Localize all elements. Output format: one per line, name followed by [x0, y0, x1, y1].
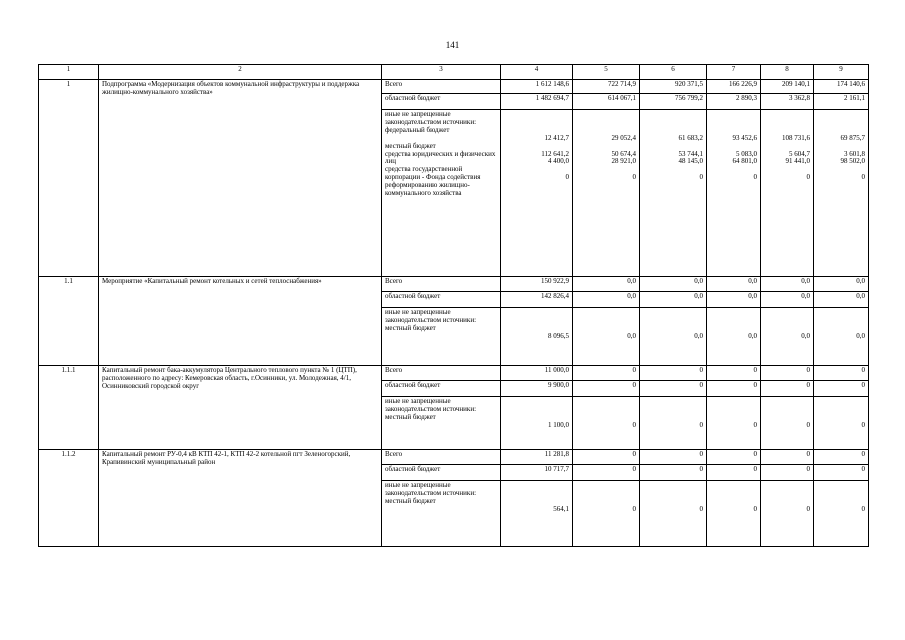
value-cell: 0,0	[761, 308, 814, 366]
value-cell: 9 900,0	[501, 381, 573, 397]
value-cell: 0	[814, 366, 869, 381]
row-name: Капитальный ремонт бака-аккумулятора Центрального теплового пункта № 1 (ЦТП), расположенного по адресу: Кемеровская область, г.Осинники, ул. Молодежная, 4/1, Осинниковский городской округ	[99, 366, 382, 450]
value-cell: 150 922,9	[501, 277, 573, 292]
value-cell: 0,0	[640, 308, 707, 366]
value-cell: 0	[761, 381, 814, 397]
header-cell: 4	[501, 65, 573, 80]
value-cell: 3 362,8	[761, 94, 814, 110]
source-other-label: иные не запрещенные законодательством источники: местный бюджет	[382, 481, 501, 547]
value-cell: 0	[640, 481, 707, 547]
value-cell: 0,0	[707, 308, 761, 366]
value-cell: 0	[707, 465, 761, 481]
row-name: Подпрограмма «Модернизация объектов коммунальной инфраструктуры и поддержка жилищно-коммунального хозяйства»	[99, 80, 382, 277]
value-cell: 0	[707, 381, 761, 397]
source-total-label: Всего	[382, 277, 501, 292]
header-cell: 7	[707, 65, 761, 80]
value-cell: 614 067,1	[573, 94, 640, 110]
header-cell: 1	[39, 65, 99, 80]
source-total-label: Всего	[382, 450, 501, 465]
header-row	[39, 65, 869, 80]
row-number: 1.1.2	[39, 450, 99, 547]
row-name: Капитальный ремонт РУ-0,4 кВ КТП 42-1, КТП 42-2 котельной пгт Зеленогорский, Крапивинский муниципальный район	[99, 450, 382, 547]
header-cell: 9	[814, 65, 869, 80]
table-row	[39, 450, 869, 465]
value-cell: 1 482 694,7	[501, 94, 573, 110]
value-cell: 0,0	[814, 308, 869, 366]
source-regional-label: областной бюджет	[382, 381, 501, 397]
value-cell: 10 717,7	[501, 465, 573, 481]
value-cell: 1 100,0	[501, 397, 573, 450]
value-cell: 1 612 148,6	[501, 80, 573, 94]
header-cell: 2	[99, 65, 382, 80]
value-cell: 0	[761, 366, 814, 381]
row-name: Мероприятие «Капитальный ремонт котельных и сетей теплоснабжения»	[99, 277, 382, 366]
value-cell: 0,0	[573, 308, 640, 366]
value-cell: 142 826,4	[501, 292, 573, 308]
value-cell: 0	[640, 465, 707, 481]
value-cell: 11 000,0	[501, 366, 573, 381]
header-cell: 8	[761, 65, 814, 80]
value-cell: 61 683,2 53 744,1 48 145,0 0	[640, 110, 707, 277]
value-cell: 0	[640, 381, 707, 397]
value-cell: 0,0	[814, 292, 869, 308]
value-cell: 0,0	[761, 292, 814, 308]
value-cell: 722 714,9	[573, 80, 640, 94]
source-other-label: иные не запрещенные законодательством источники: местный бюджет	[382, 397, 501, 450]
value-cell: 0	[640, 366, 707, 381]
value-cell: 0,0	[573, 292, 640, 308]
value-cell: 8 096,5	[501, 308, 573, 366]
value-cell: 0	[814, 481, 869, 547]
value-cell: 0,0	[707, 292, 761, 308]
table-row	[39, 80, 869, 94]
value-cell: 0,0	[707, 277, 761, 292]
value-cell: 0	[573, 397, 640, 450]
value-cell: 0	[573, 481, 640, 547]
value-cell: 0,0	[761, 277, 814, 292]
table-row	[39, 277, 869, 292]
value-cell: 2 161,1	[814, 94, 869, 110]
value-cell: 69 875,7 3 601,8 98 502,0 0	[814, 110, 869, 277]
source-regional-label: областной бюджет	[382, 94, 501, 110]
header-cell: 6	[640, 65, 707, 80]
source-regional-label: областной бюджет	[382, 465, 501, 481]
value-cell: 0	[573, 450, 640, 465]
value-cell: 0	[573, 381, 640, 397]
value-cell: 0	[814, 397, 869, 450]
header-cell: 3	[382, 65, 501, 80]
value-cell: 0	[707, 366, 761, 381]
value-cell: 0	[761, 397, 814, 450]
value-cell: 12 412,7 112 641,2 4 400,0 0	[501, 110, 573, 277]
value-cell: 93 452,6 5 083,0 64 801,0 0	[707, 110, 761, 277]
value-cell: 0	[761, 465, 814, 481]
value-cell: 0	[761, 481, 814, 547]
value-cell: 0	[814, 381, 869, 397]
value-cell: 0	[707, 481, 761, 547]
row-number: 1.1.1	[39, 366, 99, 450]
row-number: 1	[39, 80, 99, 277]
table-row	[39, 366, 869, 381]
value-cell: 108 731,6 5 604,7 91 441,0 0	[761, 110, 814, 277]
source-total-label: Всего	[382, 80, 501, 94]
value-cell: 166 226,9	[707, 80, 761, 94]
source-other-label: иные не запрещенные законодательством источники: федеральный бюджет местный бюджет средства юридических и физических лиц средства государственной корпорации - Фонда содействия реформированию жилищно-коммунального хозяйства	[382, 110, 501, 277]
value-cell: 0	[761, 450, 814, 465]
value-cell: 756 799,2	[640, 94, 707, 110]
value-cell: 11 281,8	[501, 450, 573, 465]
value-cell: 0	[573, 465, 640, 481]
value-cell: 0	[814, 450, 869, 465]
source-total-label: Всего	[382, 366, 501, 381]
value-cell: 0,0	[814, 277, 869, 292]
value-cell: 209 140,1	[761, 80, 814, 94]
value-cell: 0,0	[640, 292, 707, 308]
value-cell: 564,1	[501, 481, 573, 547]
source-regional-label: областной бюджет	[382, 292, 501, 308]
value-cell: 920 371,5	[640, 80, 707, 94]
value-cell: 2 890,3	[707, 94, 761, 110]
source-other-label: иные не запрещенные законодательством источники: местный бюджет	[382, 308, 501, 366]
value-cell: 0	[707, 397, 761, 450]
header-cell: 5	[573, 65, 640, 80]
budget-table	[38, 64, 869, 547]
value-cell: 0	[640, 450, 707, 465]
row-number: 1.1	[39, 277, 99, 366]
value-cell: 0	[707, 450, 761, 465]
value-cell: 0,0	[573, 277, 640, 292]
value-cell: 0	[573, 366, 640, 381]
page-number: 141	[445, 40, 460, 50]
value-cell: 0,0	[640, 277, 707, 292]
value-cell: 0	[640, 397, 707, 450]
value-cell: 0	[814, 465, 869, 481]
value-cell: 174 140,6	[814, 80, 869, 94]
value-cell: 29 052,4 50 674,4 28 921,0 0	[573, 110, 640, 277]
